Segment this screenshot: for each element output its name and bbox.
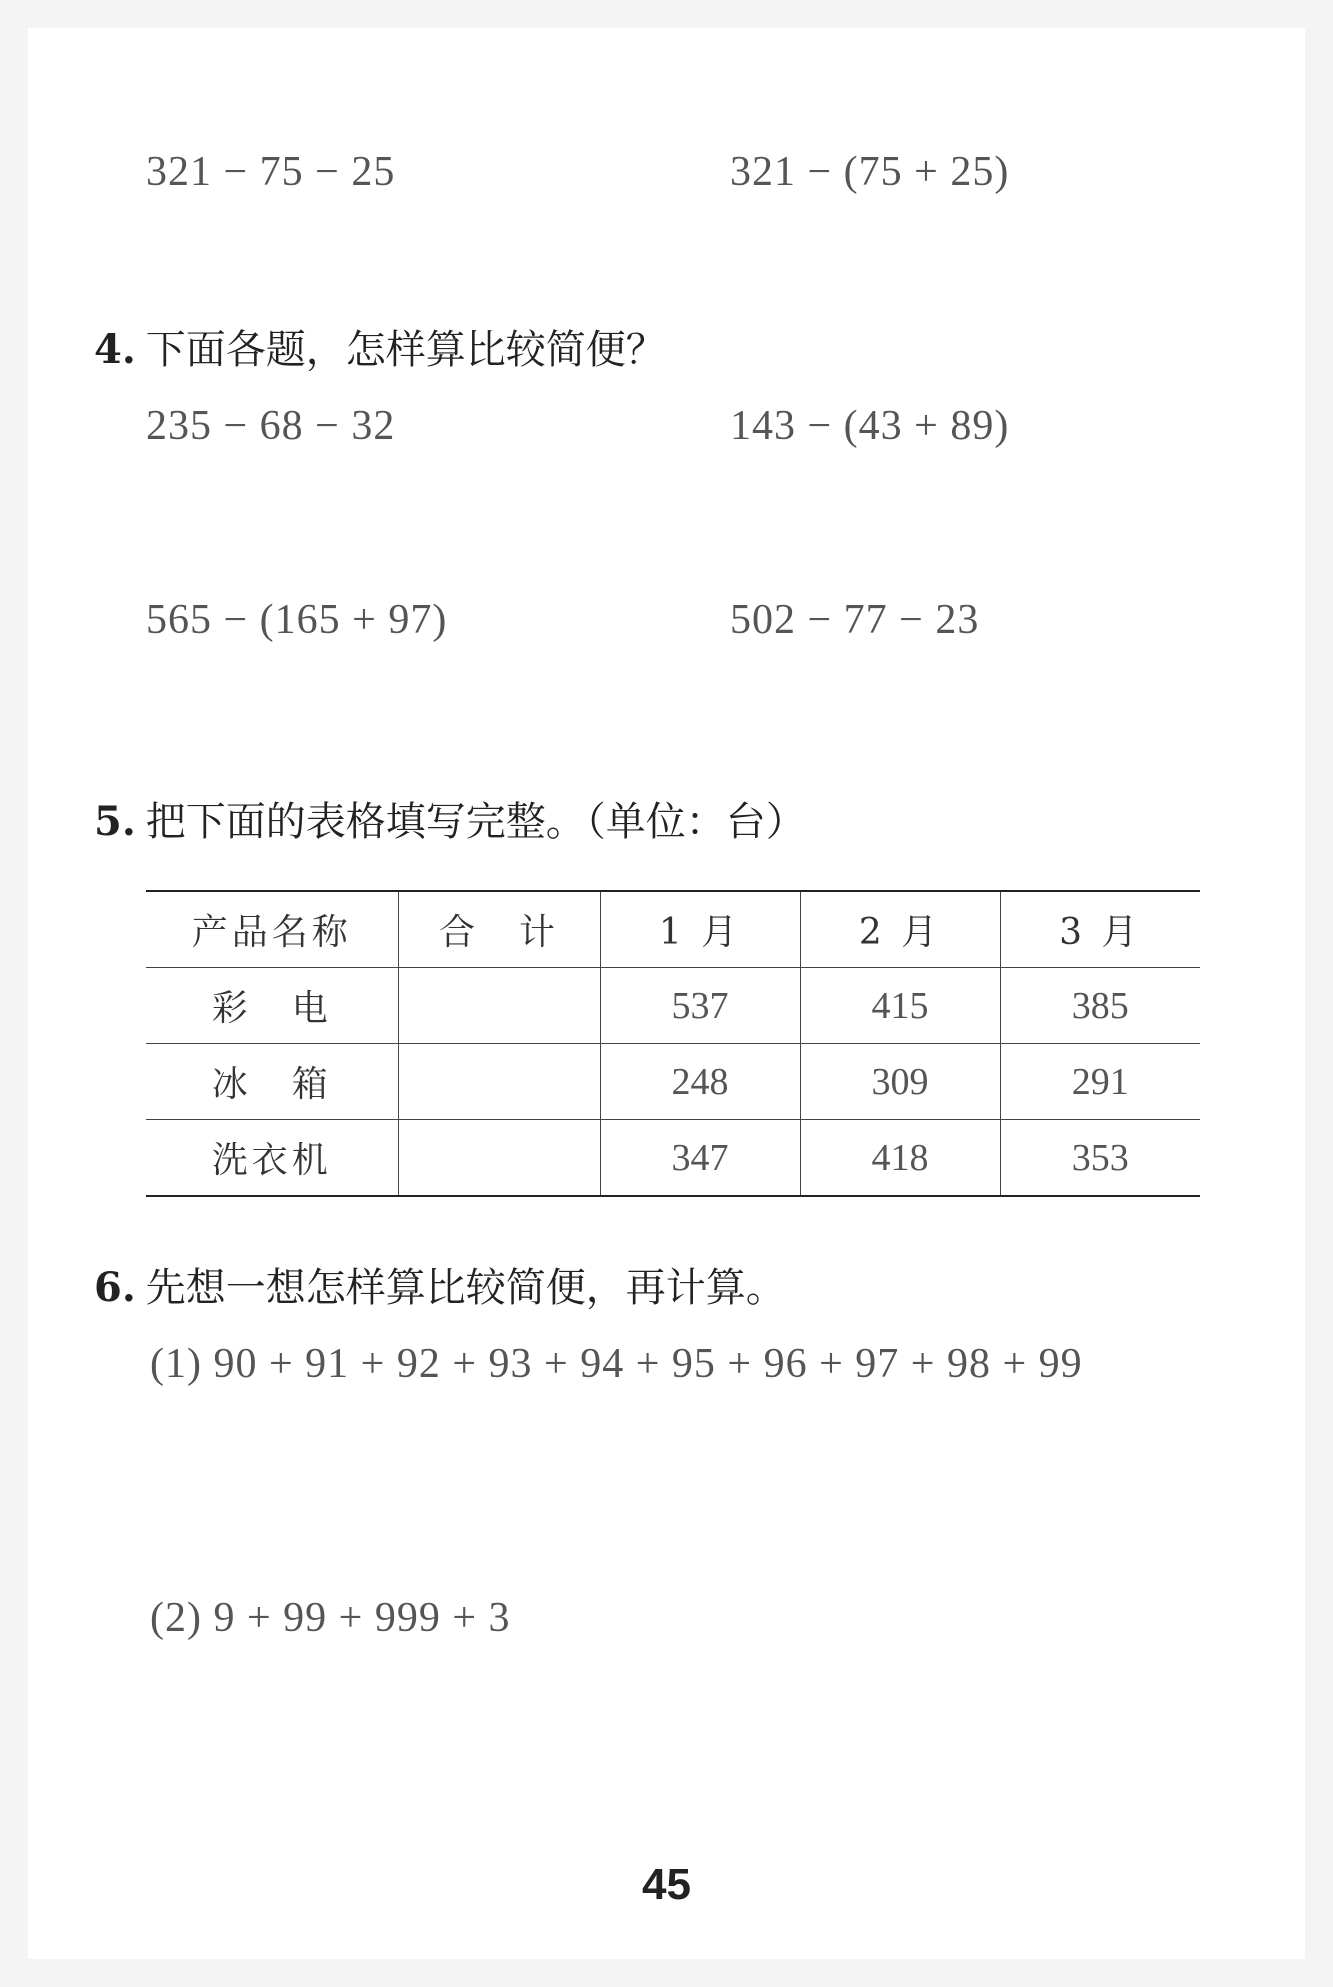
month-3-cell: 291 bbox=[1000, 1044, 1200, 1120]
question-4-number: 4. bbox=[94, 326, 136, 373]
question-5-number: 5. bbox=[94, 798, 136, 845]
total-cell bbox=[398, 1044, 600, 1120]
expr-4-4: 502 − 77 − 23 bbox=[730, 597, 980, 643]
question-6-title: 先想一想怎样算比较简便，再计算。 bbox=[145, 1265, 786, 1311]
month-1-cell: 537 bbox=[600, 968, 800, 1044]
question-4-title: 下面各题，怎样算比较简便？ bbox=[145, 327, 666, 373]
expr-4-2: 143 − (43 + 89) bbox=[730, 403, 1010, 449]
month-1-cell: 347 bbox=[600, 1120, 800, 1197]
table-row bbox=[146, 968, 1200, 1044]
total-cell bbox=[398, 1120, 600, 1197]
header-month-3: 3 月 bbox=[1000, 891, 1200, 968]
month-2-cell: 415 bbox=[800, 968, 1000, 1044]
header-total: 合 计 bbox=[398, 891, 600, 968]
month-2-cell: 418 bbox=[800, 1120, 1000, 1197]
header-product-name: 产品名称 bbox=[146, 891, 398, 968]
expr-6-1: (1) 90 + 91 + 92 + 93 + 94 + 95 + 96 + 97 + 98 + 99 bbox=[150, 1341, 1083, 1387]
table-header-row bbox=[146, 891, 1200, 968]
table-row bbox=[146, 1120, 1200, 1197]
table-row bbox=[146, 1044, 1200, 1120]
question-5-title: 把下面的表格填写完整。（单位：台） bbox=[145, 799, 806, 845]
question-6-number: 6. bbox=[94, 1264, 136, 1311]
question-6-heading bbox=[94, 1256, 786, 1313]
expr-6-2: (2) 9 + 99 + 999 + 3 bbox=[150, 1595, 511, 1641]
question-5-heading bbox=[94, 790, 806, 847]
header-month-2: 2 月 bbox=[800, 891, 1000, 968]
total-cell bbox=[398, 968, 600, 1044]
month-2-cell: 309 bbox=[800, 1044, 1000, 1120]
product-name-cell: 彩 电 bbox=[146, 968, 398, 1044]
expr-4-1: 235 − 68 − 32 bbox=[146, 403, 396, 449]
product-name-cell: 洗衣机 bbox=[146, 1120, 398, 1197]
page-number: 45 bbox=[642, 1860, 691, 1909]
month-3-cell: 385 bbox=[1000, 968, 1200, 1044]
sales-table bbox=[146, 890, 1200, 1197]
header-month-1: 1 月 bbox=[600, 891, 800, 968]
expr-4-3: 565 − (165 + 97) bbox=[146, 597, 448, 643]
month-3-cell: 353 bbox=[1000, 1120, 1200, 1197]
question-4-heading bbox=[94, 318, 666, 375]
expr-3-right: 321 − (75 + 25) bbox=[730, 149, 1010, 195]
month-1-cell: 248 bbox=[600, 1044, 800, 1120]
expr-3-left: 321 − 75 − 25 bbox=[146, 149, 396, 195]
product-name-cell: 冰 箱 bbox=[146, 1044, 398, 1120]
